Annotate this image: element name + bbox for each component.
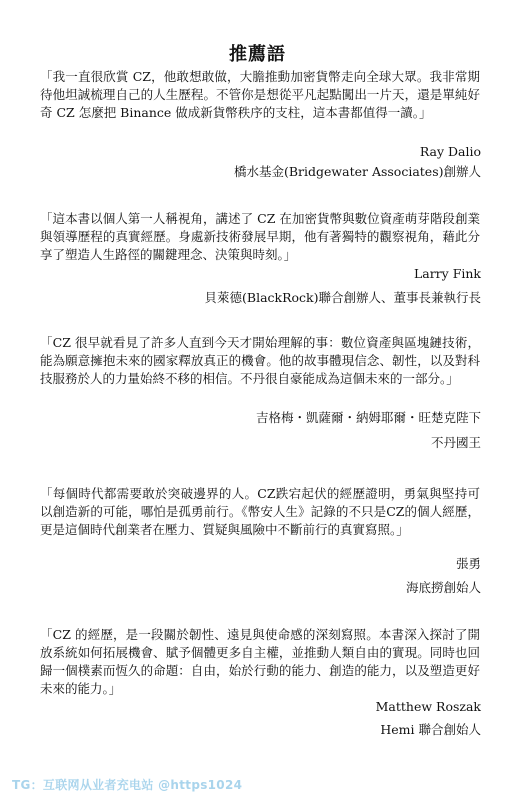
endorsement-title: 海底撈創始人 [405, 580, 481, 595]
endorsement-title: Hemi 聯合創始人 [380, 722, 481, 737]
endorsement-quote: 「CZ 的經歷，是一段關於韌性、遠見與使命感的深刻寫照。本書深入探討了開放系統如何拓展機會、賦予個體更多自主權，並推動人類自由的實現。同時也回歸一個樸素而恆久的命題：自由，始於行動的能力、創造的能力，以及塑造更好未來的能力。」 [40, 627, 480, 696]
endorsement-name: Ray Dalio [419, 144, 481, 159]
endorsement-quote: 「我一直很欣賞 CZ，他敢想敢做，大膽推動加密貨幣走向全球大眾。我非常期待他坦誠梳理自己的人生歷程。不管你是想從平凡起點闖出一片天，還是單純好奇 CZ 怎麼把 Binance 做成新貨幣秩序的支柱，這本書都值得一讀。」 [40, 69, 480, 120]
endorsement-quote: 「每個時代都需要敢於突破邊界的人。CZ跌宕起伏的經歷證明，勇氣與堅持可以創造新的可能，哪怕是孤勇前行。《幣安人生》記錄的不只是CZ的個人經歷，更是這個時代創業者在壓力、質疑與風險中不斷前行的真實寫照。」 [40, 486, 480, 537]
endorsement-quote: 「這本書以個人第一人稱視角，講述了 CZ 在加密貨幣與數位資產萌芽階段創業與領導歷程的真實經歷。身處新技術發展早期，他有著獨特的觀察視角，藉此分享了塑造人生路徑的關鍵理念、決策與時刻。」 [40, 211, 480, 262]
endorsement-name: 張勇 [455, 556, 481, 571]
endorsement-name: Matthew Roszak [375, 699, 481, 714]
endorsement-name: 吉格梅・凱薩爾・納姆耶爾・旺楚克陛下 [255, 410, 481, 425]
endorsement-title: 橋水基金(Bridgewater Associates)創辦人 [233, 164, 481, 179]
endorsement-title: 不丹國王 [430, 435, 481, 450]
endorsement-quote: 「CZ 很早就看見了許多人直到今天才開始理解的事：數位資產與區塊鏈技術，能為願意擁抱未來的國家釋放真正的機會。他的故事體現信念、韌性，以及對科技服務於人的力量始終不移的相信。不丹很自豪能成為這個未來的一部分。」 [40, 335, 480, 386]
page-title: 推薦語 [229, 44, 286, 65]
endorsement-title: 貝萊德(BlackRock)聯合創辦人、董事長兼執行長 [204, 290, 481, 305]
endorsement-name: Larry Fink [413, 266, 481, 281]
watermark: TG：互联网从业者充电站 @https1024 [12, 778, 243, 792]
